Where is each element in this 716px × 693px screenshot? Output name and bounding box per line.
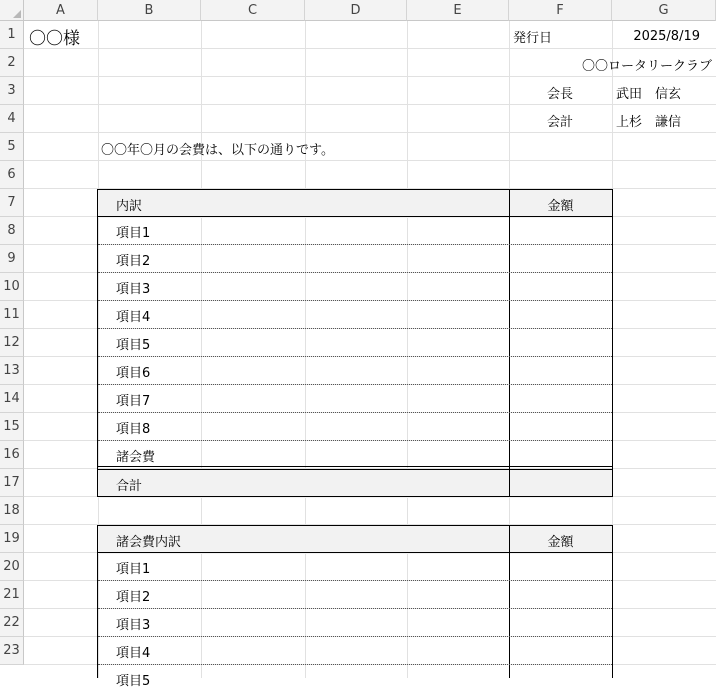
- table1-col-breakdown[interactable]: 内訳: [116, 198, 143, 214]
- name-treasurer[interactable]: 上杉 謙信: [616, 114, 682, 130]
- row-header-23[interactable]: 23: [0, 637, 24, 665]
- table2-top-border: [97, 525, 613, 526]
- role-president[interactable]: 会長: [547, 86, 574, 102]
- row-header-15[interactable]: 15: [0, 413, 24, 441]
- table1-total-label[interactable]: 合計: [116, 478, 143, 494]
- table2-col-amount[interactable]: 金額: [547, 534, 574, 550]
- select-all-corner[interactable]: [0, 0, 24, 21]
- row-header-6[interactable]: 6: [0, 161, 24, 189]
- table2-col-breakdown[interactable]: 諸会費内訳: [116, 534, 182, 550]
- row-header-2[interactable]: 2: [0, 49, 24, 77]
- row-header-16[interactable]: 16: [0, 441, 24, 469]
- table1-left-border: [97, 189, 98, 496]
- t1items-item[interactable]: 項目7: [116, 393, 151, 409]
- row-header-14[interactable]: 14: [0, 385, 24, 413]
- table2-row-separator: [98, 664, 612, 665]
- row-header-19[interactable]: 19: [0, 525, 24, 553]
- row-header-13[interactable]: 13: [0, 357, 24, 385]
- column-header-a[interactable]: A: [24, 0, 98, 21]
- row-header-1[interactable]: 1: [0, 21, 24, 49]
- table1-double-line-top: [97, 466, 613, 467]
- table2-row-separator: [98, 580, 612, 581]
- table2-row-separator: [98, 636, 612, 637]
- row-header-18[interactable]: 18: [0, 497, 24, 525]
- row-header-7[interactable]: 7: [0, 189, 24, 217]
- t2items-item[interactable]: 項目4: [116, 645, 151, 661]
- row-header-11[interactable]: 11: [0, 301, 24, 329]
- table1-row-separator: [98, 412, 612, 413]
- t1items-item[interactable]: 項目6: [116, 365, 151, 381]
- role-treasurer[interactable]: 会計: [547, 114, 574, 130]
- row-header-5[interactable]: 5: [0, 133, 24, 161]
- issue-date-value[interactable]: 2025/8/19: [633, 28, 700, 44]
- row-header-9[interactable]: 9: [0, 245, 24, 273]
- column-header-d[interactable]: D: [305, 0, 407, 21]
- column-header-c[interactable]: C: [201, 0, 305, 21]
- column-header-e[interactable]: E: [407, 0, 509, 21]
- row-header-3[interactable]: 3: [0, 77, 24, 105]
- row-header-8[interactable]: 8: [0, 217, 24, 245]
- gridline-horizontal: [24, 132, 716, 133]
- t1items-item[interactable]: 項目2: [116, 253, 151, 269]
- table1-row-separator: [98, 244, 612, 245]
- table1-col-amount[interactable]: 金額: [547, 198, 574, 214]
- table1-top-border: [97, 189, 613, 190]
- t1items-item[interactable]: 諸会費: [116, 449, 156, 465]
- row-header-21[interactable]: 21: [0, 581, 24, 609]
- t1items-item[interactable]: 項目3: [116, 281, 151, 297]
- row-header-4[interactable]: 4: [0, 105, 24, 133]
- t2items-item[interactable]: 項目1: [116, 561, 151, 577]
- table1-total-bg: [98, 470, 612, 498]
- intro-text[interactable]: 〇〇年〇月の会費は、以下の通りです。: [101, 142, 334, 158]
- t1items-item[interactable]: 項目1: [116, 225, 151, 241]
- column-header-f[interactable]: F: [509, 0, 612, 21]
- table1-right-border: [612, 189, 613, 496]
- t2items-item[interactable]: 項目5: [116, 673, 151, 689]
- club-name-cell[interactable]: 〇〇ロータリークラブ: [581, 58, 712, 74]
- row-header-10[interactable]: 10: [0, 273, 24, 301]
- table2-right-border: [612, 525, 613, 678]
- row-header-12[interactable]: 12: [0, 329, 24, 357]
- t2items-item[interactable]: 項目2: [116, 589, 151, 605]
- t1items-item[interactable]: 項目4: [116, 309, 151, 325]
- t1items-item[interactable]: 項目5: [116, 337, 151, 353]
- row-header-22[interactable]: 22: [0, 609, 24, 637]
- table1-row-separator: [98, 328, 612, 329]
- issue-date-label[interactable]: 発行日: [513, 30, 553, 46]
- table1-header-border: [97, 216, 613, 217]
- row-header-20[interactable]: 20: [0, 553, 24, 581]
- t1items-item[interactable]: 項目8: [116, 421, 151, 437]
- table1-row-separator: [98, 356, 612, 357]
- recipient-cell[interactable]: 〇〇様: [29, 28, 80, 49]
- table2-divider: [509, 525, 510, 678]
- column-header-g[interactable]: G: [612, 0, 716, 21]
- table2-left-border: [97, 525, 98, 678]
- t2items-item[interactable]: 項目3: [116, 617, 151, 633]
- table2-header-border: [97, 552, 613, 553]
- table1-row-separator: [98, 440, 612, 441]
- table1-row-separator: [98, 272, 612, 273]
- table1-row-separator: [98, 384, 612, 385]
- column-header-b[interactable]: B: [98, 0, 201, 21]
- name-president[interactable]: 武田 信玄: [616, 86, 682, 102]
- gridline-horizontal: [24, 104, 716, 105]
- table1-divider: [509, 189, 510, 496]
- row-header-17[interactable]: 17: [0, 469, 24, 497]
- table1-double-line-bottom: [97, 469, 613, 470]
- table2-row-separator: [98, 608, 612, 609]
- table1-row-separator: [98, 300, 612, 301]
- table1-bottom-border: [97, 496, 613, 497]
